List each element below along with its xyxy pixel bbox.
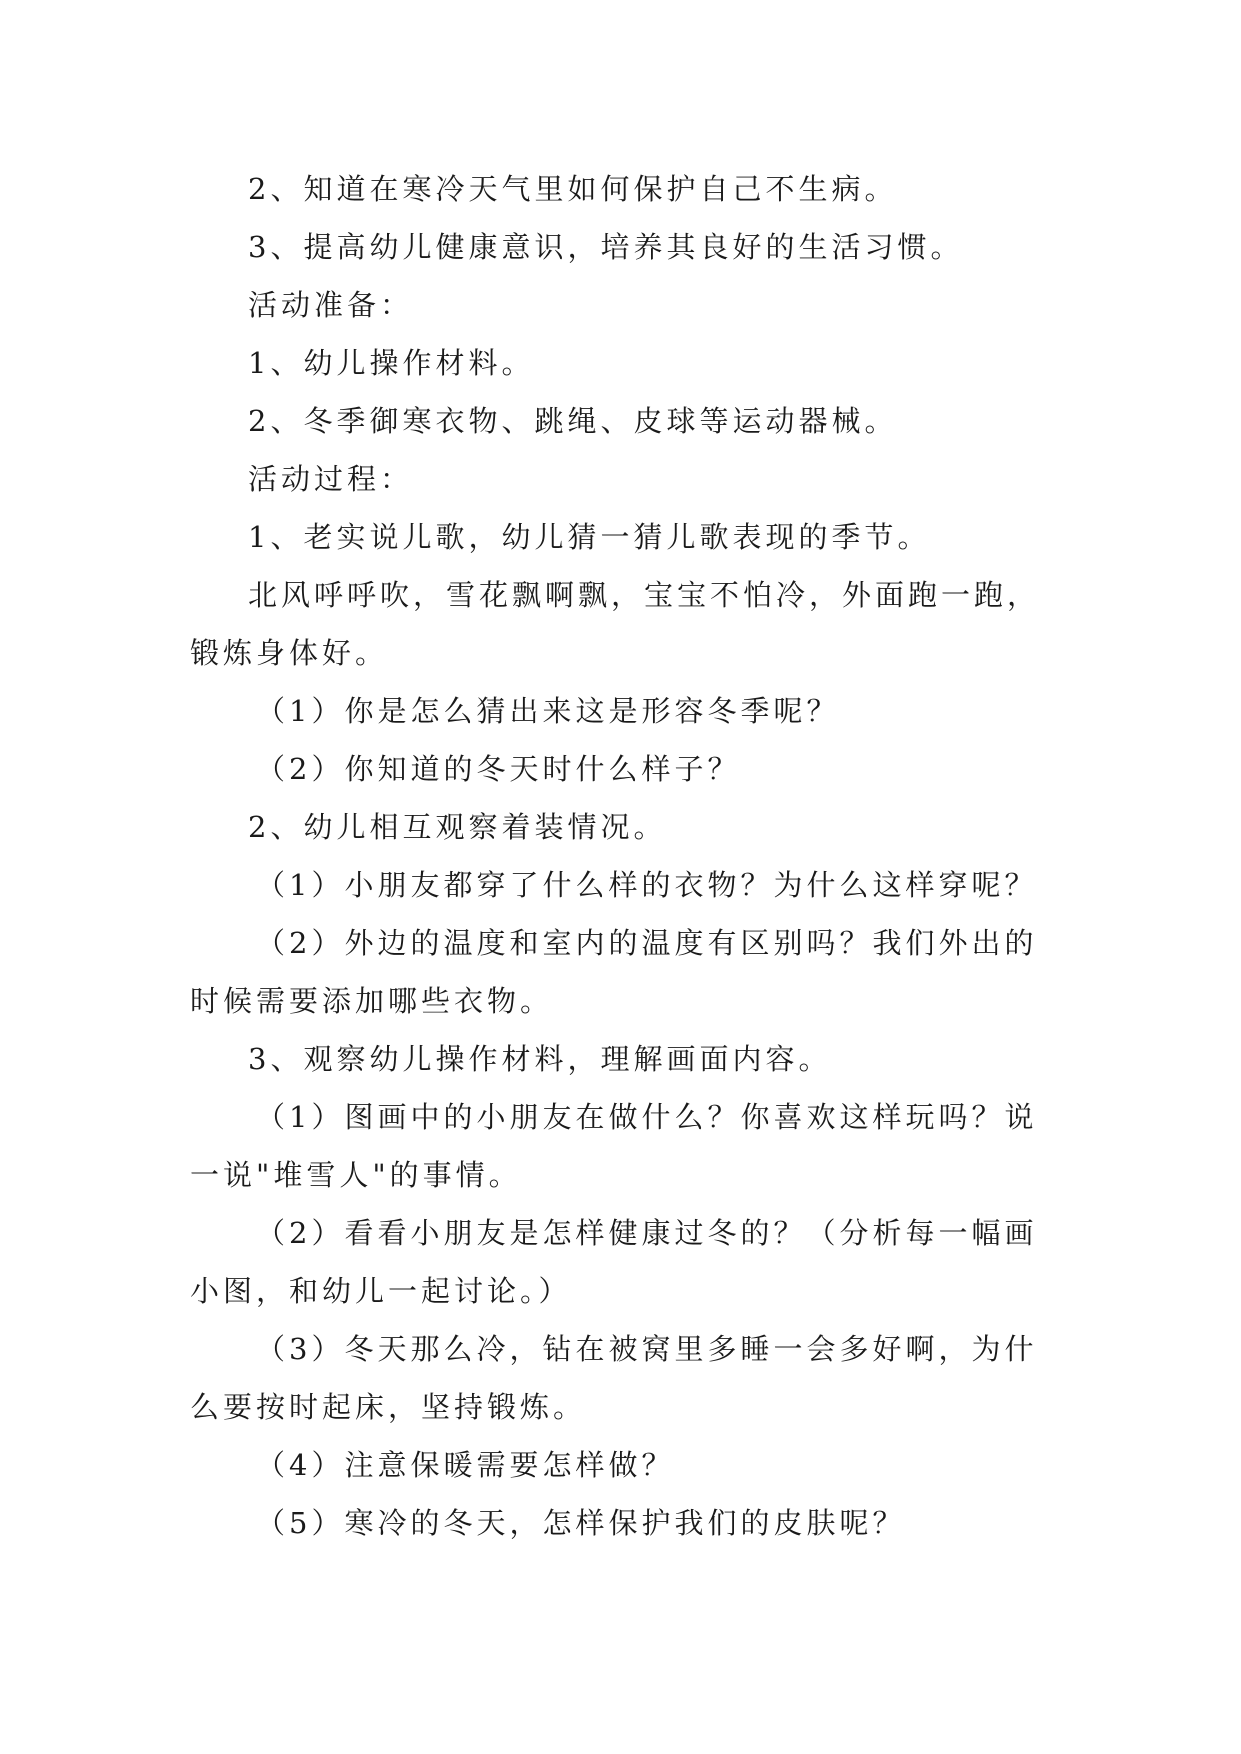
question-3-3: （3）冬天那么冷，钻在被窝里多睡一会多好啊，为什么要按时起床，坚持锻炼。 [190,1332,1038,1424]
objective-2: 2、知道在寒冷天气里如何保护自己不生病。 [248,172,898,206]
process-step-3: 3、观察幼儿操作材料，理解画面内容。 [248,1042,832,1076]
objective-3: 3、提高幼儿健康意识，培养其良好的生活习惯。 [248,230,964,264]
question-1-1: （1）你是怎么猜出来这是形容冬季呢？ [256,694,840,728]
section-heading-process: 活动过程： [248,462,414,496]
question-3-2: （2）看看小朋友是怎样健康过冬的？（分析每一幅画小图，和幼儿一起讨论。） [190,1216,1038,1308]
document-body [190,160,1070,1552]
question-3-5: （5）寒冷的冬天，怎样保护我们的皮肤呢？ [256,1506,906,1540]
process-step-1: 1、老实说儿歌，幼儿猜一猜儿歌表现的季节。 [248,520,931,554]
process-step-2: 2、幼儿相互观察着装情况。 [248,810,667,844]
question-3-4: （4）注意保暖需要怎样做？ [256,1448,675,1482]
preparation-item-1: 1、幼儿操作材料。 [248,346,535,380]
preparation-item-2: 2、冬季御寒衣物、跳绳、皮球等运动器械。 [248,404,898,438]
question-3-1: （1）图画中的小朋友在做什么？你喜欢这样玩吗？说一说"堆雪人"的事情。 [190,1100,1038,1192]
section-heading-preparation: 活动准备： [248,288,414,322]
question-1-2: （2）你知道的冬天时什么样子？ [256,752,741,786]
question-2-2: （2）外边的温度和室内的温度有区别吗？我们外出的时候需要添加哪些衣物。 [190,926,1038,1018]
nursery-rhyme: 北风呼呼吹，雪花飘啊飘，宝宝不怕冷，外面跑一跑，锻炼身体好。 [190,578,1041,670]
question-2-1: （1）小朋友都穿了什么样的衣物？为什么这样穿呢？ [256,868,1038,902]
